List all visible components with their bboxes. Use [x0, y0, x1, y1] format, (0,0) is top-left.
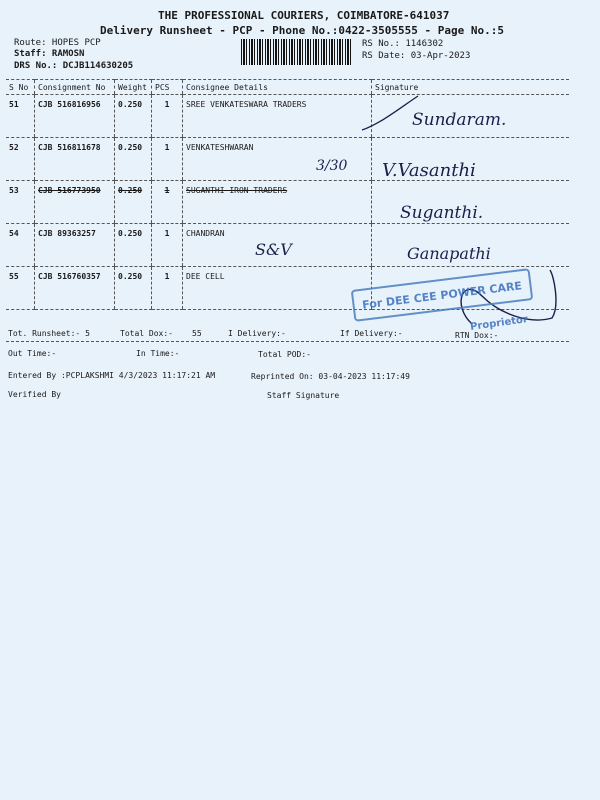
handwritten-note-row54: S&V — [255, 240, 292, 259]
table-row — [6, 138, 569, 181]
if-delivery: If Delivery:- — [340, 329, 403, 338]
cell-weight: 0.250 — [115, 95, 152, 138]
col-weight: Weight — [115, 80, 152, 95]
company-title: THE PROFESSIONAL COURIERS, COIMBATORE-641037 — [158, 9, 450, 22]
total-runsheet: Tot. Runsheet:- 5 — [8, 329, 90, 338]
cell-consignment: CJB 516760357 — [35, 267, 115, 310]
i-delivery: I Delivery:- — [228, 329, 286, 338]
stamp-proprietor: Proprietor — [469, 314, 529, 333]
cell-sno: 54 — [6, 224, 35, 267]
footer-divider — [6, 341, 569, 342]
col-consignment: Consignment No — [35, 80, 115, 95]
col-signature: Signature — [372, 80, 570, 95]
cell-consignment: CJB 516816956 — [35, 95, 115, 138]
cell-consignee: SREE VENKATESWARA TRADERS — [183, 95, 372, 138]
cell-consignee: SUGANTHI IRON TRADERS — [183, 181, 372, 224]
cell-pcs: 1 — [152, 95, 183, 138]
handwritten-signature-1: Sundaram. — [412, 110, 507, 130]
cell-consignment: CJB 516773950 — [35, 181, 115, 224]
cell-weight: 0.250 — [115, 138, 152, 181]
cell-sno: 52 — [6, 138, 35, 181]
cell-pcs: 1 — [152, 138, 183, 181]
table-row — [6, 181, 569, 224]
rtn-dox: RTN Dox:- — [455, 331, 499, 340]
staff-signature: Staff Signature — [267, 391, 340, 400]
rs-date: RS Date: 03-Apr-2023 — [362, 51, 471, 61]
col-consignee: Consignee Details — [183, 80, 372, 95]
company-stamp: For DEE CEE POWER CARE — [351, 268, 534, 322]
total-dox-label: Total Dox:- — [120, 329, 173, 338]
cell-consignment: CJB 89363257 — [35, 224, 115, 267]
cell-sno: 51 — [6, 95, 35, 138]
cell-weight: 0.250 — [115, 224, 152, 267]
cell-consignment: CJB 516811678 — [35, 138, 115, 181]
cell-pcs: 1 — [152, 224, 183, 267]
cell-consignee: CHANDRAN — [183, 224, 372, 267]
cell-weight: 0.250 — [115, 181, 152, 224]
rs-number: RS No.: 1146302 — [362, 39, 444, 49]
total-pod: Total POD:- — [258, 350, 311, 359]
handwritten-signature-3: Suganthi. — [400, 203, 484, 223]
entered-by: Entered By :PCPLAKSHMI 4/3/2023 11:17:21 AM — [8, 371, 216, 380]
cell-pcs: 1 — [152, 181, 183, 224]
handwritten-signature-4: Ganapathi — [407, 244, 491, 263]
signature-flourish-icon — [360, 94, 420, 134]
verified-by: Verified By — [8, 390, 61, 399]
col-sno: S No — [6, 80, 35, 95]
cell-weight: 0.250 — [115, 267, 152, 310]
cell-sno: 53 — [6, 181, 35, 224]
staff: Staff: RAMOSN — [14, 49, 85, 59]
handwritten-signature-2: V.Vasanthi — [382, 160, 476, 181]
table-header-row — [6, 80, 569, 95]
drs-number: DRS No.: DCJB114630205 — [14, 61, 134, 71]
cell-sno: 55 — [6, 267, 35, 310]
cell-consignee: VENKATESHWARAN — [183, 138, 372, 181]
col-pcs: PCS — [152, 80, 183, 95]
total-dox-value: 55 — [192, 329, 202, 338]
route: Route: HOPES PCP — [14, 38, 101, 48]
cell-consignee: DEE CELL — [183, 267, 372, 310]
reprinted-on: Reprinted On: 03-04-2023 11:17:49 — [251, 372, 410, 381]
handwritten-note-row52: 3/30 — [316, 158, 348, 174]
runsheet-subtitle: Delivery Runsheet - PCP - Phone No.:0422-3505555 - Page No.:5 — [100, 24, 504, 37]
barcode — [241, 39, 353, 65]
out-time: Out Time:- — [8, 349, 57, 358]
cell-pcs: 1 — [152, 267, 183, 310]
in-time: In Time:- — [136, 349, 180, 358]
